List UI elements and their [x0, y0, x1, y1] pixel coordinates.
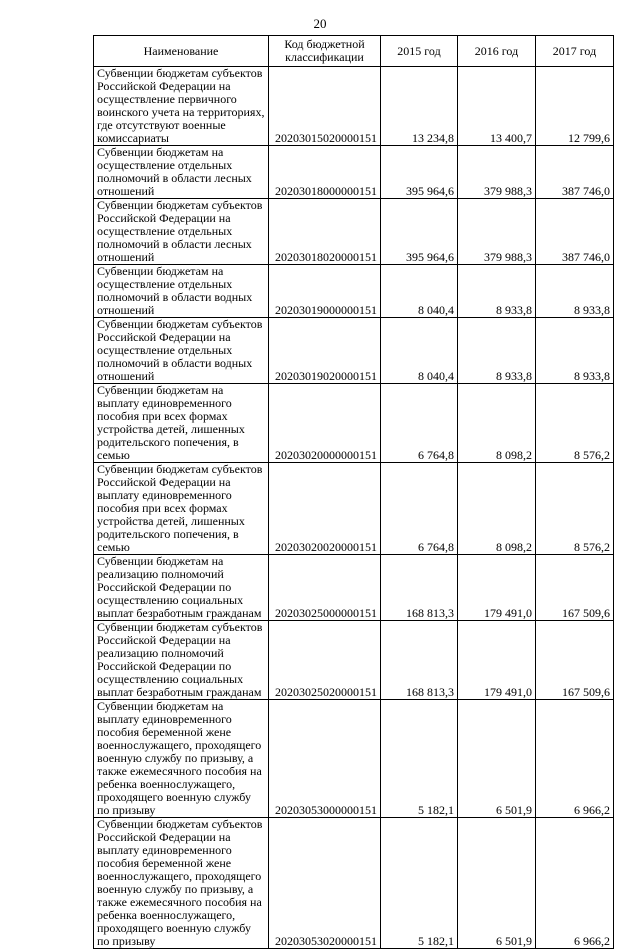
- row-code: 20203018000000151: [269, 146, 381, 199]
- row-code: 20203015020000151: [269, 67, 381, 146]
- header-name: Наименование: [94, 36, 269, 67]
- row-value-2015: 5 182,1: [381, 818, 458, 949]
- header-code: Код бюджетной классификации: [269, 36, 381, 67]
- row-value-2016: 13 400,7: [458, 67, 536, 146]
- header-2017: 2017 год: [536, 36, 614, 67]
- table-row: [94, 318, 614, 384]
- row-name: Субвенции бюджетам субъектов Российской Федерации на реализацию полномочий Российской Федерации по осуществлению социальных выплат безработным гражданам: [94, 621, 269, 700]
- row-value-2017: 8 576,2: [536, 463, 614, 555]
- budget-table: [93, 35, 614, 949]
- row-value-2017: 12 799,6: [536, 67, 614, 146]
- row-code: 20203053000000151: [269, 700, 381, 818]
- page-number: 20: [313, 16, 327, 31]
- row-value-2016: 379 988,3: [458, 146, 536, 199]
- row-code: 20203053020000151: [269, 818, 381, 949]
- row-name: Субвенции бюджетам субъектов Российской Федерации на выплату единовременного пособия при всех формах устройства детей, лишенных родительского попечения, в семью: [94, 463, 269, 555]
- row-value-2016: 379 988,3: [458, 199, 536, 265]
- header-2016: 2016 год: [458, 36, 536, 67]
- row-value-2015: 5 182,1: [381, 700, 458, 818]
- row-value-2015: 168 813,3: [381, 555, 458, 621]
- row-code: 20203020020000151: [269, 463, 381, 555]
- table-row: [94, 555, 614, 621]
- row-value-2016: 179 491,0: [458, 555, 536, 621]
- table-row: [94, 700, 614, 818]
- row-code: 20203025000000151: [269, 555, 381, 621]
- row-value-2016: 179 491,0: [458, 621, 536, 700]
- row-value-2017: 6 966,2: [536, 818, 614, 949]
- row-name: Субвенции бюджетам на осуществление отдельных полномочий в области лесных отношений: [94, 146, 269, 199]
- row-value-2015: 6 764,8: [381, 463, 458, 555]
- table-row: [94, 146, 614, 199]
- row-value-2017: 167 509,6: [536, 555, 614, 621]
- table-row: [94, 384, 614, 463]
- row-value-2015: 168 813,3: [381, 621, 458, 700]
- table-row: [94, 463, 614, 555]
- row-value-2015: 13 234,8: [381, 67, 458, 146]
- row-value-2016: 8 098,2: [458, 384, 536, 463]
- row-value-2015: 6 764,8: [381, 384, 458, 463]
- row-code: 20203018020000151: [269, 199, 381, 265]
- row-name: Субвенции бюджетам на выплату единовременного пособия при всех формах устройства детей, лишенных родительского попечения, в семью: [94, 384, 269, 463]
- row-value-2015: 8 040,4: [381, 265, 458, 318]
- table-header-row: [94, 36, 614, 67]
- row-name: Субвенции бюджетам субъектов Российской Федерации на осуществление отдельных полномочий в области водных отношений: [94, 318, 269, 384]
- row-code: 20203025020000151: [269, 621, 381, 700]
- row-value-2015: 8 040,4: [381, 318, 458, 384]
- table-row: [94, 67, 614, 146]
- row-name: Субвенции бюджетам субъектов Российской Федерации на осуществление отдельных полномочий в области лесных отношений: [94, 199, 269, 265]
- row-name: Субвенции бюджетам на выплату единовременного пособия беременной жене военнослужащего, проходящего военную службу по призыву, а также ежемесячного пособия на ребенка военнослужащего, проходящего военную службу по призыву: [94, 700, 269, 818]
- row-code: 20203019020000151: [269, 318, 381, 384]
- row-value-2017: 387 746,0: [536, 199, 614, 265]
- table-row: [94, 621, 614, 700]
- row-name: Субвенции бюджетам на реализацию полномочий Российской Федерации по осуществлению социальных выплат безработным гражданам: [94, 555, 269, 621]
- row-value-2016: 8 933,8: [458, 318, 536, 384]
- row-value-2017: 167 509,6: [536, 621, 614, 700]
- row-code: 20203019000000151: [269, 265, 381, 318]
- row-code: 20203020000000151: [269, 384, 381, 463]
- row-value-2016: 6 501,9: [458, 700, 536, 818]
- row-value-2017: 8 933,8: [536, 318, 614, 384]
- row-value-2017: 6 966,2: [536, 700, 614, 818]
- row-value-2017: 8 576,2: [536, 384, 614, 463]
- row-value-2016: 8 098,2: [458, 463, 536, 555]
- row-value-2017: 8 933,8: [536, 265, 614, 318]
- table-row: [94, 199, 614, 265]
- row-value-2015: 395 964,6: [381, 146, 458, 199]
- row-value-2016: 6 501,9: [458, 818, 536, 949]
- table-row: [94, 818, 614, 949]
- row-name: Субвенции бюджетам субъектов Российской Федерации на выплату единовременного пособия беременной жене военнослужащего, проходящего военную службу по призыву, а также ежемесячного пособия на ребенка военнослужащего, проходящего военную службу по призыву: [94, 818, 269, 949]
- row-value-2015: 395 964,6: [381, 199, 458, 265]
- row-name: Субвенции бюджетам субъектов Российской Федерации на осуществление первичного воинского учета на территориях, где отсутствуют военные комиссариаты: [94, 67, 269, 146]
- header-2015: 2015 год: [381, 36, 458, 67]
- table-row: [94, 265, 614, 318]
- row-name: Субвенции бюджетам на осуществление отдельных полномочий в области водных отношений: [94, 265, 269, 318]
- row-value-2016: 8 933,8: [458, 265, 536, 318]
- row-value-2017: 387 746,0: [536, 146, 614, 199]
